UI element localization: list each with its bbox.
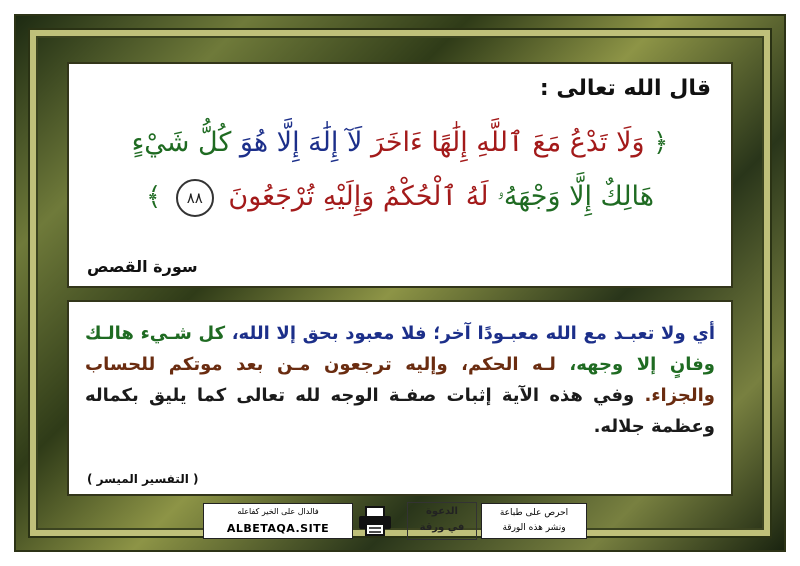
ayah-number: ٨٨ xyxy=(176,179,214,217)
close-bracket: ﴾ xyxy=(145,182,162,212)
printer-icon xyxy=(357,505,393,537)
print-note-box xyxy=(481,503,587,539)
verse-line-1 xyxy=(87,122,713,164)
open-bracket: ﴿ xyxy=(653,128,669,158)
site-url[interactable]: ALBETAQA.SITE xyxy=(226,522,330,535)
logo-text: الدعوة xyxy=(426,506,458,517)
print-note: احرص على طباعة xyxy=(499,508,569,518)
intro-heading: قال الله تعالى : xyxy=(539,76,711,101)
tafsir-segment: كل شـيء هالـك وفانٍ إلا وجهه، xyxy=(85,323,715,375)
verse-segment: لَآ إِلَٰهَ إِلَّا هُوَ xyxy=(239,127,363,158)
tafsir-segment: أي ولا تعبـد مع الله معبـودًا آخر؛ xyxy=(433,323,715,344)
verse-line-2 xyxy=(87,176,713,218)
verse-segment: كُلُّ شَيْءٍ xyxy=(131,127,232,158)
tafsir-segment: فلا معبود بحق إلا الله، xyxy=(231,323,427,344)
tafsir-segment: لـه الحكم، وإليه ترجعون مـن بعد موتكم للحساب والجزاء. xyxy=(85,354,715,406)
logo xyxy=(407,502,477,540)
verse-segment: لَهُ ٱلْحُكْمُ وَإِلَيْهِ تُرْجَعُونَ xyxy=(228,181,489,212)
print-note: ونشر هذه الورقة xyxy=(502,523,566,533)
tafsir-segment: وفي هذه الآية إثبات صفـة الوجه لله تعالى كما يليق بكماله وعظمة جلاله. xyxy=(85,385,715,437)
verse-segment: هَالِكٌ إِلَّا وَجْهَهُۥ xyxy=(497,181,655,212)
site-slogan: فالدال على الخير كفاعله xyxy=(237,507,319,516)
surah-name: سورة القصص xyxy=(87,257,198,276)
tafsir-text xyxy=(85,318,715,442)
tafsir-panel xyxy=(67,300,733,496)
verse-panel xyxy=(67,62,733,288)
logo-text: في ورقة xyxy=(419,522,465,533)
verse-segment: وَلَا تَدْعُ مَعَ ٱللَّهِ إِلَٰهًا ءَاخَرَ xyxy=(370,127,645,158)
site-box[interactable] xyxy=(203,503,353,539)
source-citation: ( التفسير الميسر ) xyxy=(87,472,199,486)
footer xyxy=(67,500,733,542)
